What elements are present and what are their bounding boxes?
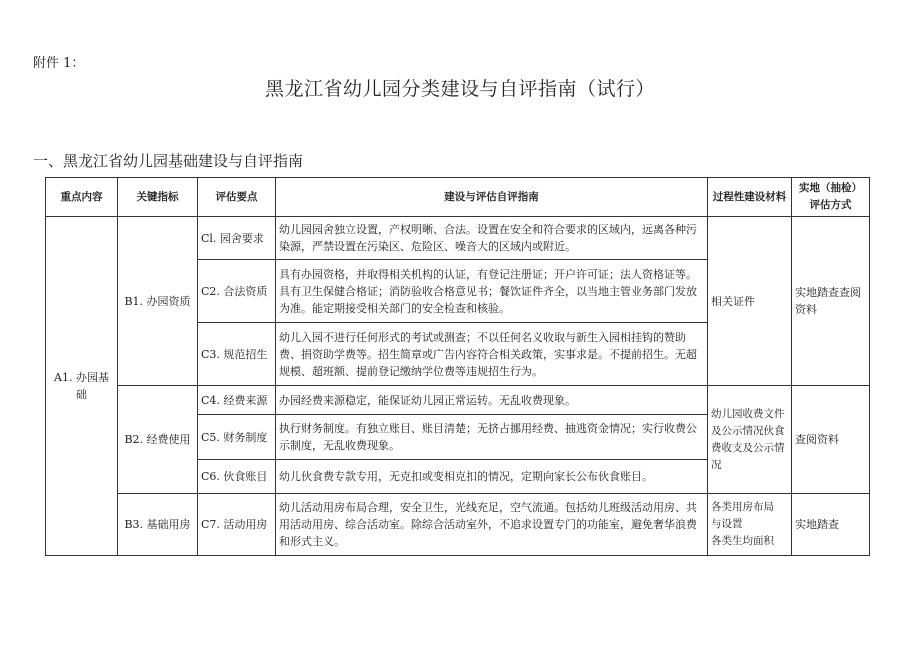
cell-guide: 幼儿入园不进行任何形式的考试或测查；不以任何名义收取与新生入园相挂钩的赞助费、捐资助学费等。招生简章或广告内容符合相关政策，实事求是。不提前招生。无超规模、超班额、提前登记缴纳学位费等违规招生行为。 [276, 323, 708, 386]
header-method [792, 178, 870, 217]
page-title: 黑龙江省幼儿园分类建设与自评指南（试行） [264, 78, 655, 100]
cell-guide: 办园经费来源稳定，能保证幼儿园正常运转。无乱收费现象。 [276, 386, 708, 415]
cell-point: C3. 规范招生 [198, 323, 276, 386]
header-method-line2: 评估方式 [809, 199, 852, 211]
cell-method-b1: 实地踏查查阅资料 [792, 217, 870, 386]
cell-material-b3 [708, 494, 792, 556]
cell-method-b2: 查阅资料 [792, 386, 870, 494]
attachment-label: 附件 1： [33, 56, 85, 71]
cell-point: C5. 财务制度 [198, 415, 276, 460]
table-row [46, 494, 870, 556]
cell-guide: 具有办园资格，并取得相关机构的认证，有登记注册证；开户许可证；法人资格证等。具有卫生保健合格证；消防验收合格意见书；餐饮证件齐全，以当地主管业务部门发放为准。能定期接受相关部门的安全检查和核验。 [276, 260, 708, 323]
cell-point: C6. 伙食账目 [198, 460, 276, 494]
header-indicator: 关键指标 [118, 178, 198, 217]
cell-guide: 幼儿活动用房布局合理，安全卫生，光线充足，空气流通。包括幼儿班级活动用房、共用活动用房、综合活动室。除综合活动室外，不追求设置专门的功能室，避免奢华浪费和形式主义。 [276, 494, 708, 556]
cell-material-b1: 相关证件 [708, 217, 792, 386]
cell-guide: 幼儿园园舍独立设置，产权明晰、合法。设置在安全和符合要求的区域内，远离各种污染源，严禁设置在污染区、危险区、噪音大的区域内或附近。 [276, 217, 708, 260]
cell-material-b2: 幼儿园收费文件及公示情况伙食费收支及公示情况 [708, 386, 792, 494]
material-b3-line1: 各类用房布局 [711, 501, 774, 513]
cell-indicator-b1: B1. 办园资质 [118, 217, 198, 386]
table-row [46, 386, 870, 415]
section-heading: 一、黑龙江省幼儿园基础建设与自评指南 [33, 152, 304, 170]
cell-focus-a1: A1. 办园基础 [46, 217, 118, 556]
cell-guide: 执行财务制度。有独立账目、账目清楚；无挤占挪用经费、抽逃资金情况；实行收费公示制度，无乱收费现象。 [276, 415, 708, 460]
header-method-line1: 实地（抽检） [799, 182, 862, 194]
material-b3-line2: 与设置 [711, 518, 743, 530]
cell-guide: 幼儿伙食费专款专用，无克扣或变相克扣的情况，定期向家长公布伙食账目。 [276, 460, 708, 494]
header-material: 过程性建设材料 [708, 178, 792, 217]
cell-point: C2. 合法资质 [198, 260, 276, 323]
cell-point: C7. 活动用房 [198, 494, 276, 556]
cell-indicator-b2: B2. 经费使用 [118, 386, 198, 494]
header-guide: 建设与评估自评指南 [276, 178, 708, 217]
cell-point: Cl. 园舍要求 [198, 217, 276, 260]
cell-point: C4. 经费来源 [198, 386, 276, 415]
header-point: 评估要点 [198, 178, 276, 217]
table-header-row [46, 178, 870, 217]
header-focus: 重点内容 [46, 178, 118, 217]
evaluation-table [45, 177, 870, 556]
cell-indicator-b3: B3. 基础用房 [118, 494, 198, 556]
cell-method-b3: 实地踏查 [792, 494, 870, 556]
material-b3-line3: 各类生均面积 [711, 535, 774, 547]
table-row [46, 217, 870, 260]
